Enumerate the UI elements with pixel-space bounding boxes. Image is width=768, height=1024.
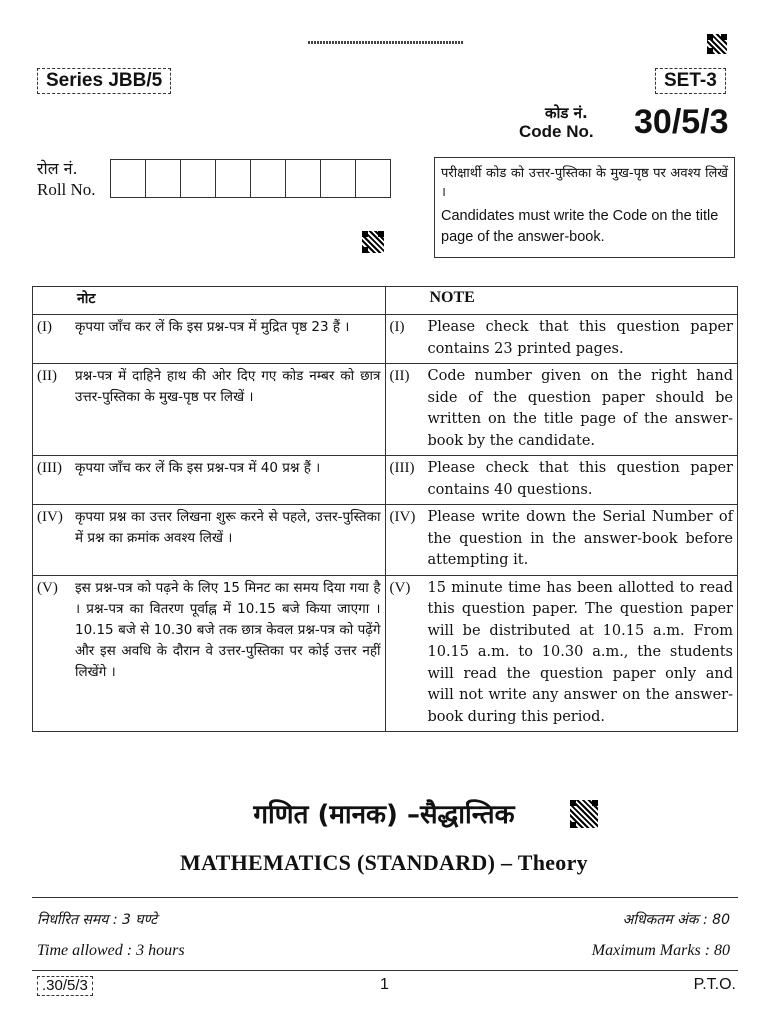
- note-number: (I): [37, 319, 52, 335]
- note-number: (V): [389, 579, 411, 596]
- max-marks-english: Maximum Marks : 80: [591, 942, 730, 959]
- table-row: [33, 575, 738, 732]
- time-allowed-hindi: निर्धारित समय : 3 घण्टे: [37, 912, 158, 928]
- roll-number-boxes[interactable]: [110, 159, 391, 198]
- note-number: (V): [37, 579, 58, 596]
- candidate-instruction-box: [434, 157, 735, 258]
- note-text-english: Please write down the Serial Number of the question in the answer-book before attempting it.: [427, 509, 733, 568]
- max-marks-hindi: अधिकतम अंक : 80: [622, 912, 730, 928]
- note-text-english: Please check that this question paper contains 23 printed pages.: [427, 319, 733, 357]
- note-number: (III): [389, 460, 415, 476]
- note-number: (III): [37, 460, 62, 476]
- note-text-english: Please check that this question paper contains 40 questions.: [427, 460, 733, 498]
- page-number: 1: [380, 976, 389, 993]
- instruction-hindi: परीक्षार्थी कोड को उत्तर-पुस्तिका के मुख-पृष्ठ पर अवश्य लिखें ।: [441, 166, 728, 200]
- roll-digit-box[interactable]: [356, 159, 391, 198]
- table-row: [33, 315, 738, 364]
- time-allowed-english: Time allowed : 3 hours: [37, 942, 185, 959]
- table-row: [33, 364, 738, 456]
- roll-digit-box[interactable]: [181, 159, 216, 198]
- footer-code: .30/5/3: [37, 976, 93, 996]
- note-number: (II): [389, 368, 410, 384]
- roll-label-hindi: रोल नं.: [37, 159, 78, 178]
- qr-code-icon: [706, 33, 728, 55]
- roll-digit-box[interactable]: [286, 159, 321, 198]
- roll-digit-box[interactable]: [251, 159, 286, 198]
- code-label-english: Code No.: [519, 122, 594, 141]
- qr-code-icon: [569, 799, 599, 829]
- pto-label: P.T.O.: [693, 976, 736, 993]
- note-text-english: Code number given on the right hand side of the question paper should be written on the title page of the answer-book by the candidate.: [427, 368, 733, 449]
- note-text-hindi: कृपया जाँच कर लें कि इस प्रश्न-पत्र में 40 प्रश्न हैं ।: [75, 460, 321, 476]
- table-header-row: [33, 287, 738, 315]
- note-text-hindi: इस प्रश्न-पत्र को पढ़ने के लिए 15 मिनट का समय दिया गया है । प्रश्न-पत्र का वितरण पूर्वाह्न में 10.15 बजे किया जाएगा । 10.15 बजे से 10.30 बजे तक छात्र केवल प्रश्न-पत्र को पढ़ेंगे और इस अवधि के दौरान वे उत्तर-पुस्तिका पर कोई उत्तर नहीं लिखेंगे ।: [75, 579, 381, 680]
- subject-title-english: MATHEMATICS (STANDARD) – Theory: [180, 850, 588, 875]
- set-label: SET-3: [655, 68, 726, 94]
- security-microtext-line: [308, 41, 463, 44]
- roll-digit-box[interactable]: [216, 159, 251, 198]
- note-text-english: 15 minute time has been allotted to read this question paper. The question paper will be distributed at 10.15 a.m. From 10.15 a.m. to 10.30 a.m., the students will read the question paper only and will not write any answer on the answer-book during this period.: [427, 579, 733, 725]
- instruction-english: Candidates must write the Code on the title page of the answer-book.: [441, 208, 719, 245]
- table-row: [33, 505, 738, 576]
- roll-digit-box[interactable]: [321, 159, 356, 198]
- note-number: (IV): [389, 509, 416, 525]
- note-number: (I): [389, 319, 405, 335]
- qr-code-icon: [361, 230, 385, 254]
- note-heading-hindi: नोट: [33, 287, 386, 315]
- code-number: 30/5/3: [634, 103, 729, 141]
- note-text-hindi: कृपया प्रश्न का उत्तर लिखना शुरू करने से पहले, उत्तर-पुस्तिका में प्रश्न का क्रमांक अवश्य लिखें ।: [75, 509, 381, 546]
- subject-title-hindi: गणित (मानक) –सैद्धान्तिक: [253, 800, 515, 830]
- series-label: Series JBB/5: [37, 68, 171, 94]
- notes-table: [32, 286, 738, 732]
- roll-digit-box[interactable]: [111, 159, 146, 198]
- note-heading-english: NOTE: [385, 287, 738, 315]
- note-text-hindi: प्रश्न-पत्र में दाहिने हाथ की ओर दिए गए कोड नम्बर को छात्र उत्तर-पुस्तिका के मुख-पृष्ठ पर लिखें ।: [75, 368, 381, 405]
- divider: [32, 897, 738, 898]
- code-label-hindi: कोड नं.: [545, 104, 588, 122]
- note-number: (II): [37, 368, 57, 384]
- note-text-hindi: कृपया जाँच कर लें कि इस प्रश्न-पत्र में मुद्रित पृष्ठ 23 हैं ।: [75, 319, 350, 335]
- roll-digit-box[interactable]: [146, 159, 181, 198]
- roll-label-english: Roll No.: [37, 180, 96, 199]
- table-row: [33, 456, 738, 505]
- note-number: (IV): [37, 509, 63, 525]
- divider: [32, 970, 738, 971]
